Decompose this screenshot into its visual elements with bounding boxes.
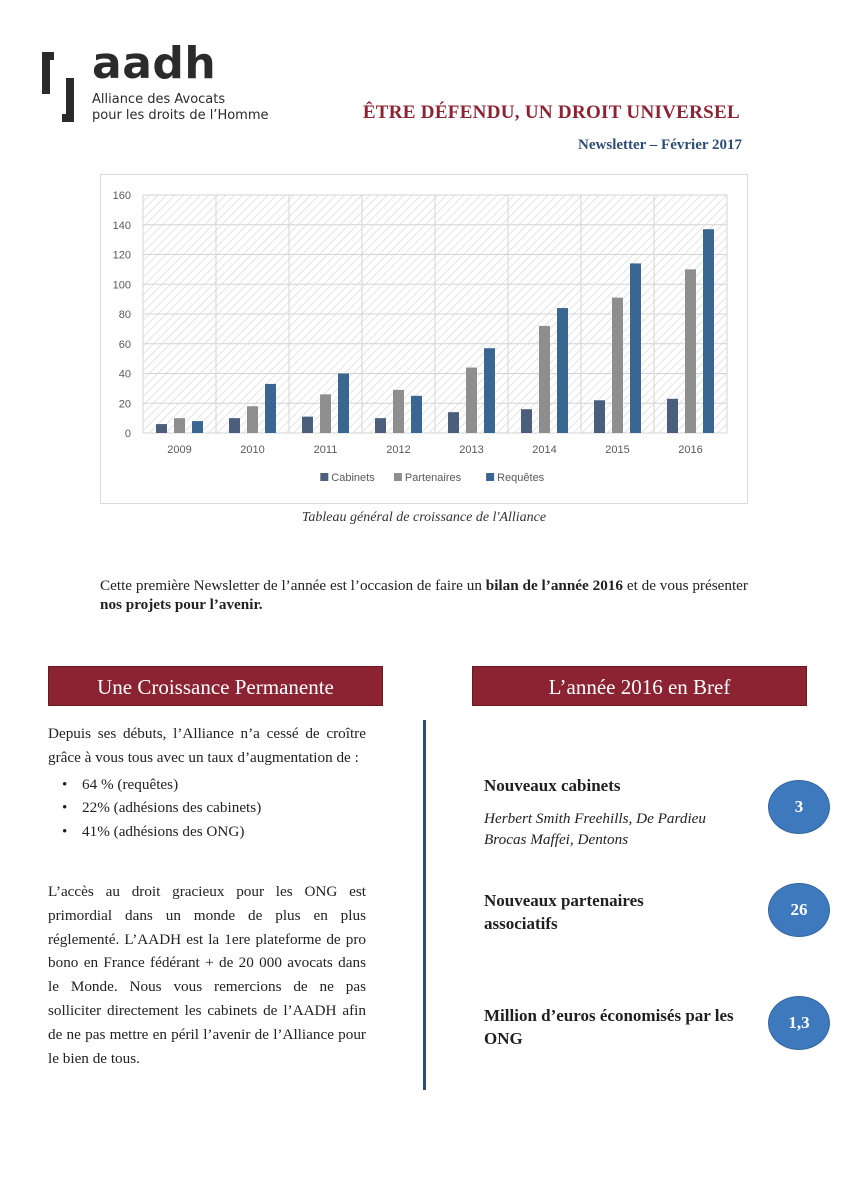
list-item: • 64 % (requêtes) <box>62 773 366 797</box>
bar-requêtes-2016 <box>703 229 714 433</box>
x-tick-label: 2014 <box>532 444 557 456</box>
growth-chart-svg <box>101 175 749 505</box>
bar-requêtes-2014 <box>557 308 568 433</box>
bullet-icon: • <box>62 799 68 817</box>
bar-requêtes-2010 <box>265 384 276 433</box>
list-item: • 41% (adhésions des ONG) <box>62 820 366 844</box>
bar-requêtes-2012 <box>411 396 422 433</box>
logo-tagline-1: Alliance des Avocats <box>92 92 226 107</box>
intro-bold-2: nos projets pour l’avenir. <box>100 596 263 613</box>
y-tick-label: 0 <box>124 428 131 440</box>
bar-cabinets-2014 <box>521 409 532 433</box>
y-tick-label: 160 <box>112 190 131 202</box>
y-tick-label: 20 <box>118 398 131 411</box>
bar-cabinets-2012 <box>375 418 386 433</box>
bar-partenaires-2012 <box>393 390 404 433</box>
y-tick-label: 140 <box>112 219 131 232</box>
bar-cabinets-2015 <box>594 400 605 433</box>
growth-rate-list <box>62 773 366 844</box>
column-divider <box>423 720 426 1090</box>
page-title: ÊTRE DÉFENDU, UN DROIT UNIVERSEL <box>362 102 740 123</box>
bar-partenaires-2016 <box>685 269 696 433</box>
logo-wordmark: aadh <box>92 38 217 89</box>
stat-title-cabinets: Nouveaux cabinets <box>484 776 621 795</box>
bar-requêtes-2009 <box>192 421 203 433</box>
x-tick-label: 2013 <box>459 444 484 456</box>
stat-title-partners: Nouveaux partenaires associatifs <box>484 891 644 933</box>
logo-tagline-2: pour les droits de l’Homme <box>92 108 269 123</box>
growth-chart <box>100 174 748 504</box>
bar-partenaires-2014 <box>539 326 550 433</box>
intro-text-1: Cette première Newsletter de l’année est l’occasion de faire un <box>100 577 486 594</box>
stat-badge-cabinets: 3 <box>768 780 830 834</box>
y-tick-label: 80 <box>118 309 131 321</box>
y-tick-label: 40 <box>118 368 131 381</box>
intro-text-2: et de vous présenter <box>623 577 748 594</box>
bar-cabinets-2011 <box>302 417 313 433</box>
list-item: • 22% (adhésions des cabinets) <box>62 796 366 820</box>
stat-badge-partners: 26 <box>768 883 830 937</box>
legend-swatch <box>486 473 494 481</box>
bar-cabinets-2013 <box>448 412 459 433</box>
section-header-year-brief: L’année 2016 en Bref <box>472 666 807 706</box>
section-header-growth: Une Croissance Permanente <box>48 666 383 706</box>
legend-label: Requêtes <box>497 472 545 484</box>
chart-caption: Tableau général de croissance de l'Alliance <box>301 510 547 525</box>
newsletter-date: Newsletter – Février 2017 <box>578 137 742 153</box>
intro-bold-1: bilan de l’année 2016 <box>485 577 623 594</box>
intro-paragraph <box>100 576 748 614</box>
bar-partenaires-2010 <box>247 406 258 433</box>
growth-paragraph-1: Depuis ses débuts, l’Alliance n’a cessé de croître grâce à vous tous avec un taux d’augmentation de : <box>48 725 366 766</box>
bar-partenaires-2013 <box>466 368 477 433</box>
bullet-icon: • <box>62 775 68 793</box>
bar-requêtes-2013 <box>484 348 495 433</box>
x-tick-label: 2009 <box>167 444 192 456</box>
x-tick-label: 2010 <box>240 444 265 456</box>
legend-swatch <box>320 473 328 481</box>
x-tick-label: 2011 <box>313 444 338 456</box>
legend-label: Partenaires <box>404 472 462 484</box>
bullet-icon: • <box>62 823 68 841</box>
y-tick-label: 120 <box>112 249 131 262</box>
bar-cabinets-2016 <box>667 399 678 433</box>
bracket-logo-icon <box>40 48 80 122</box>
legend-label: Cabinets <box>331 472 375 484</box>
y-tick-label: 60 <box>118 338 131 351</box>
stat-badge-savings: 1,3 <box>768 996 830 1050</box>
growth-paragraph-2: L’accès au droit gracieux pour les ONG est primordial dans un monde de plus en plus réglementé. L’AADH est la 1ere plateforme de pro bono en France fédérant + de 20 000 avocats dans le Monde. Nous vous remercions de ne pas solliciter directement les cabinets de l’AADH afin de ne pas mettre en péril l’avenir de l’Alliance pour le bien de tous. <box>48 882 366 1067</box>
bar-requêtes-2011 <box>338 374 349 434</box>
stat-sub-cabinets: Herbert Smith Freehills, De Pardieu Brocas Maffei, Dentons <box>484 810 707 848</box>
x-tick-label: 2012 <box>386 444 411 456</box>
bar-partenaires-2011 <box>320 394 331 433</box>
y-tick-label: 100 <box>112 279 131 292</box>
legend-swatch <box>394 473 402 481</box>
bar-requêtes-2015 <box>630 263 641 433</box>
stat-title-savings: Million d’euros économisés par les ONG <box>484 1006 734 1048</box>
bar-partenaires-2015 <box>612 298 623 433</box>
growth-column <box>48 722 366 1070</box>
x-tick-label: 2015 <box>605 444 630 456</box>
bar-cabinets-2009 <box>156 424 167 433</box>
bar-cabinets-2010 <box>229 418 240 433</box>
bar-partenaires-2009 <box>174 418 185 433</box>
x-tick-label: 2016 <box>678 444 703 456</box>
aadh-logo <box>40 38 310 124</box>
